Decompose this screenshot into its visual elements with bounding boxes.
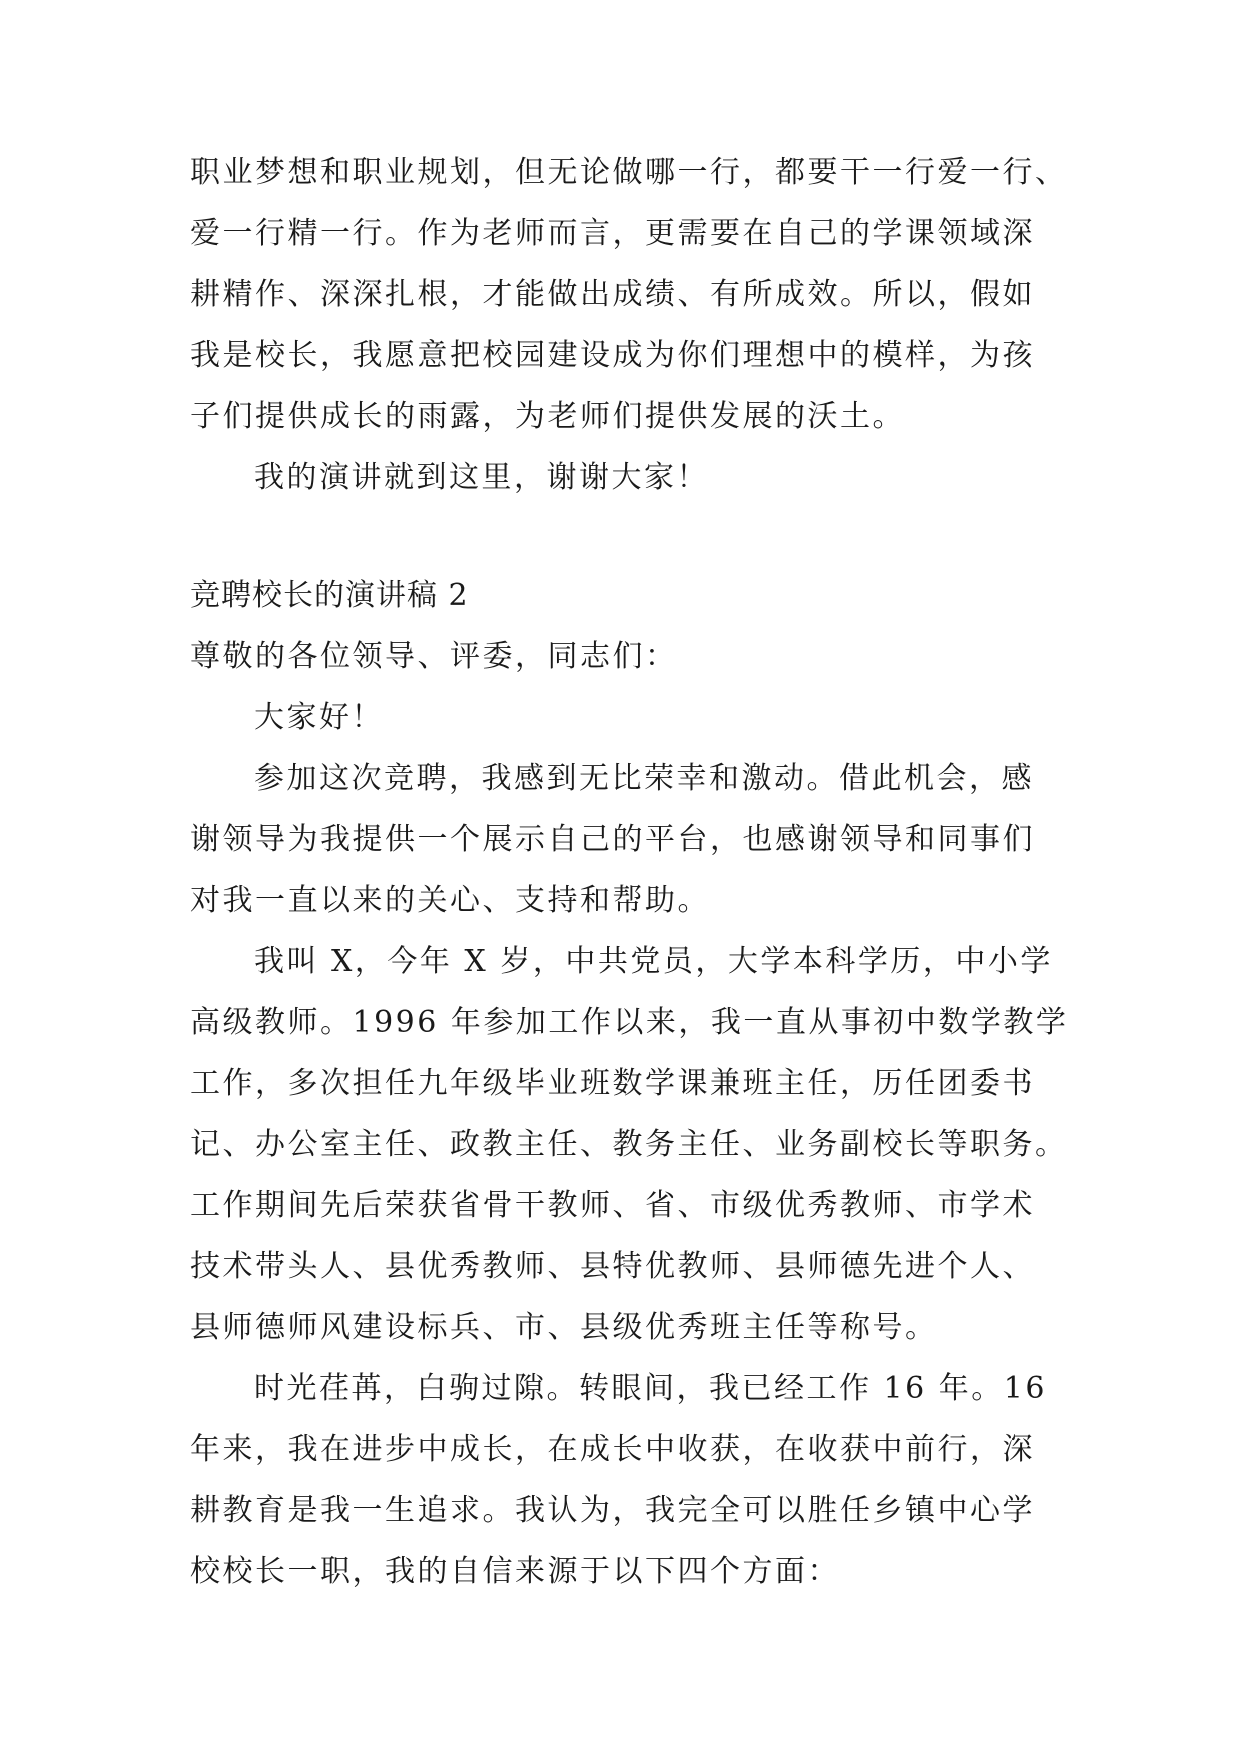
salutation: 尊敬的各位领导、评委，同志们： (190, 639, 678, 674)
greeting: 大家好！ (254, 700, 384, 735)
text-line: 县师德师风建设标兵、市、县级优秀班主任等称号。 (190, 1310, 938, 1345)
text-line: 耕教育是我一生追求。我认为，我完全可以胜任乡镇中心学 (190, 1493, 1035, 1528)
text-line: 高级教师。1996 年参加工作以来，我一直从事初中数学教学 (190, 1005, 1069, 1040)
text-line: 我是校长，我愿意把校园建设成为你们理想中的模样，为孩 (190, 338, 1035, 373)
text-line: 对我一直以来的关心、支持和帮助。 (190, 883, 710, 918)
text-line: 年来，我在进步中成长，在成长中收获，在收获中前行，深 (190, 1432, 1035, 1467)
closing-line: 我的演讲就到这里，谢谢大家！ (254, 460, 709, 495)
text-line: 职业梦想和职业规划，但无论做哪一行，都要干一行爱一行、 (190, 155, 1068, 190)
text-line: 工作期间先后荣获省骨干教师、省、市级优秀教师、市学术 (190, 1188, 1035, 1223)
text-line: 记、办公室主任、政教主任、教务主任、业务副校长等职务。 (190, 1127, 1068, 1162)
text-line: 参加这次竞聘，我感到无比荣幸和激动。借此机会，感 (254, 761, 1034, 796)
text-line: 我叫 X，今年 X 岁，中共党员，大学本科学历，中小学 (254, 944, 1053, 979)
text-line: 校校长一职，我的自信来源于以下四个方面： (190, 1554, 840, 1589)
text-line: 技术带头人、县优秀教师、县特优教师、县师德先进个人、 (190, 1249, 1035, 1284)
text-line: 爱一行精一行。作为老师而言，更需要在自己的学课领域深 (190, 216, 1035, 251)
text-line: 耕精作、深深扎根，才能做出成绩、有所成效。所以，假如 (190, 277, 1035, 312)
section-heading: 竞聘校长的演讲稿 2 (190, 578, 469, 613)
text-line: 子们提供成长的雨露，为老师们提供发展的沃土。 (190, 399, 905, 434)
text-line: 谢领导为我提供一个展示自己的平台，也感谢领导和同事们 (190, 822, 1035, 857)
text-line: 工作，多次担任九年级毕业班数学课兼班主任，历任团委书 (190, 1066, 1035, 1101)
text-line: 时光荏苒，白驹过隙。转眼间，我已经工作 16 年。16 (254, 1371, 1047, 1406)
